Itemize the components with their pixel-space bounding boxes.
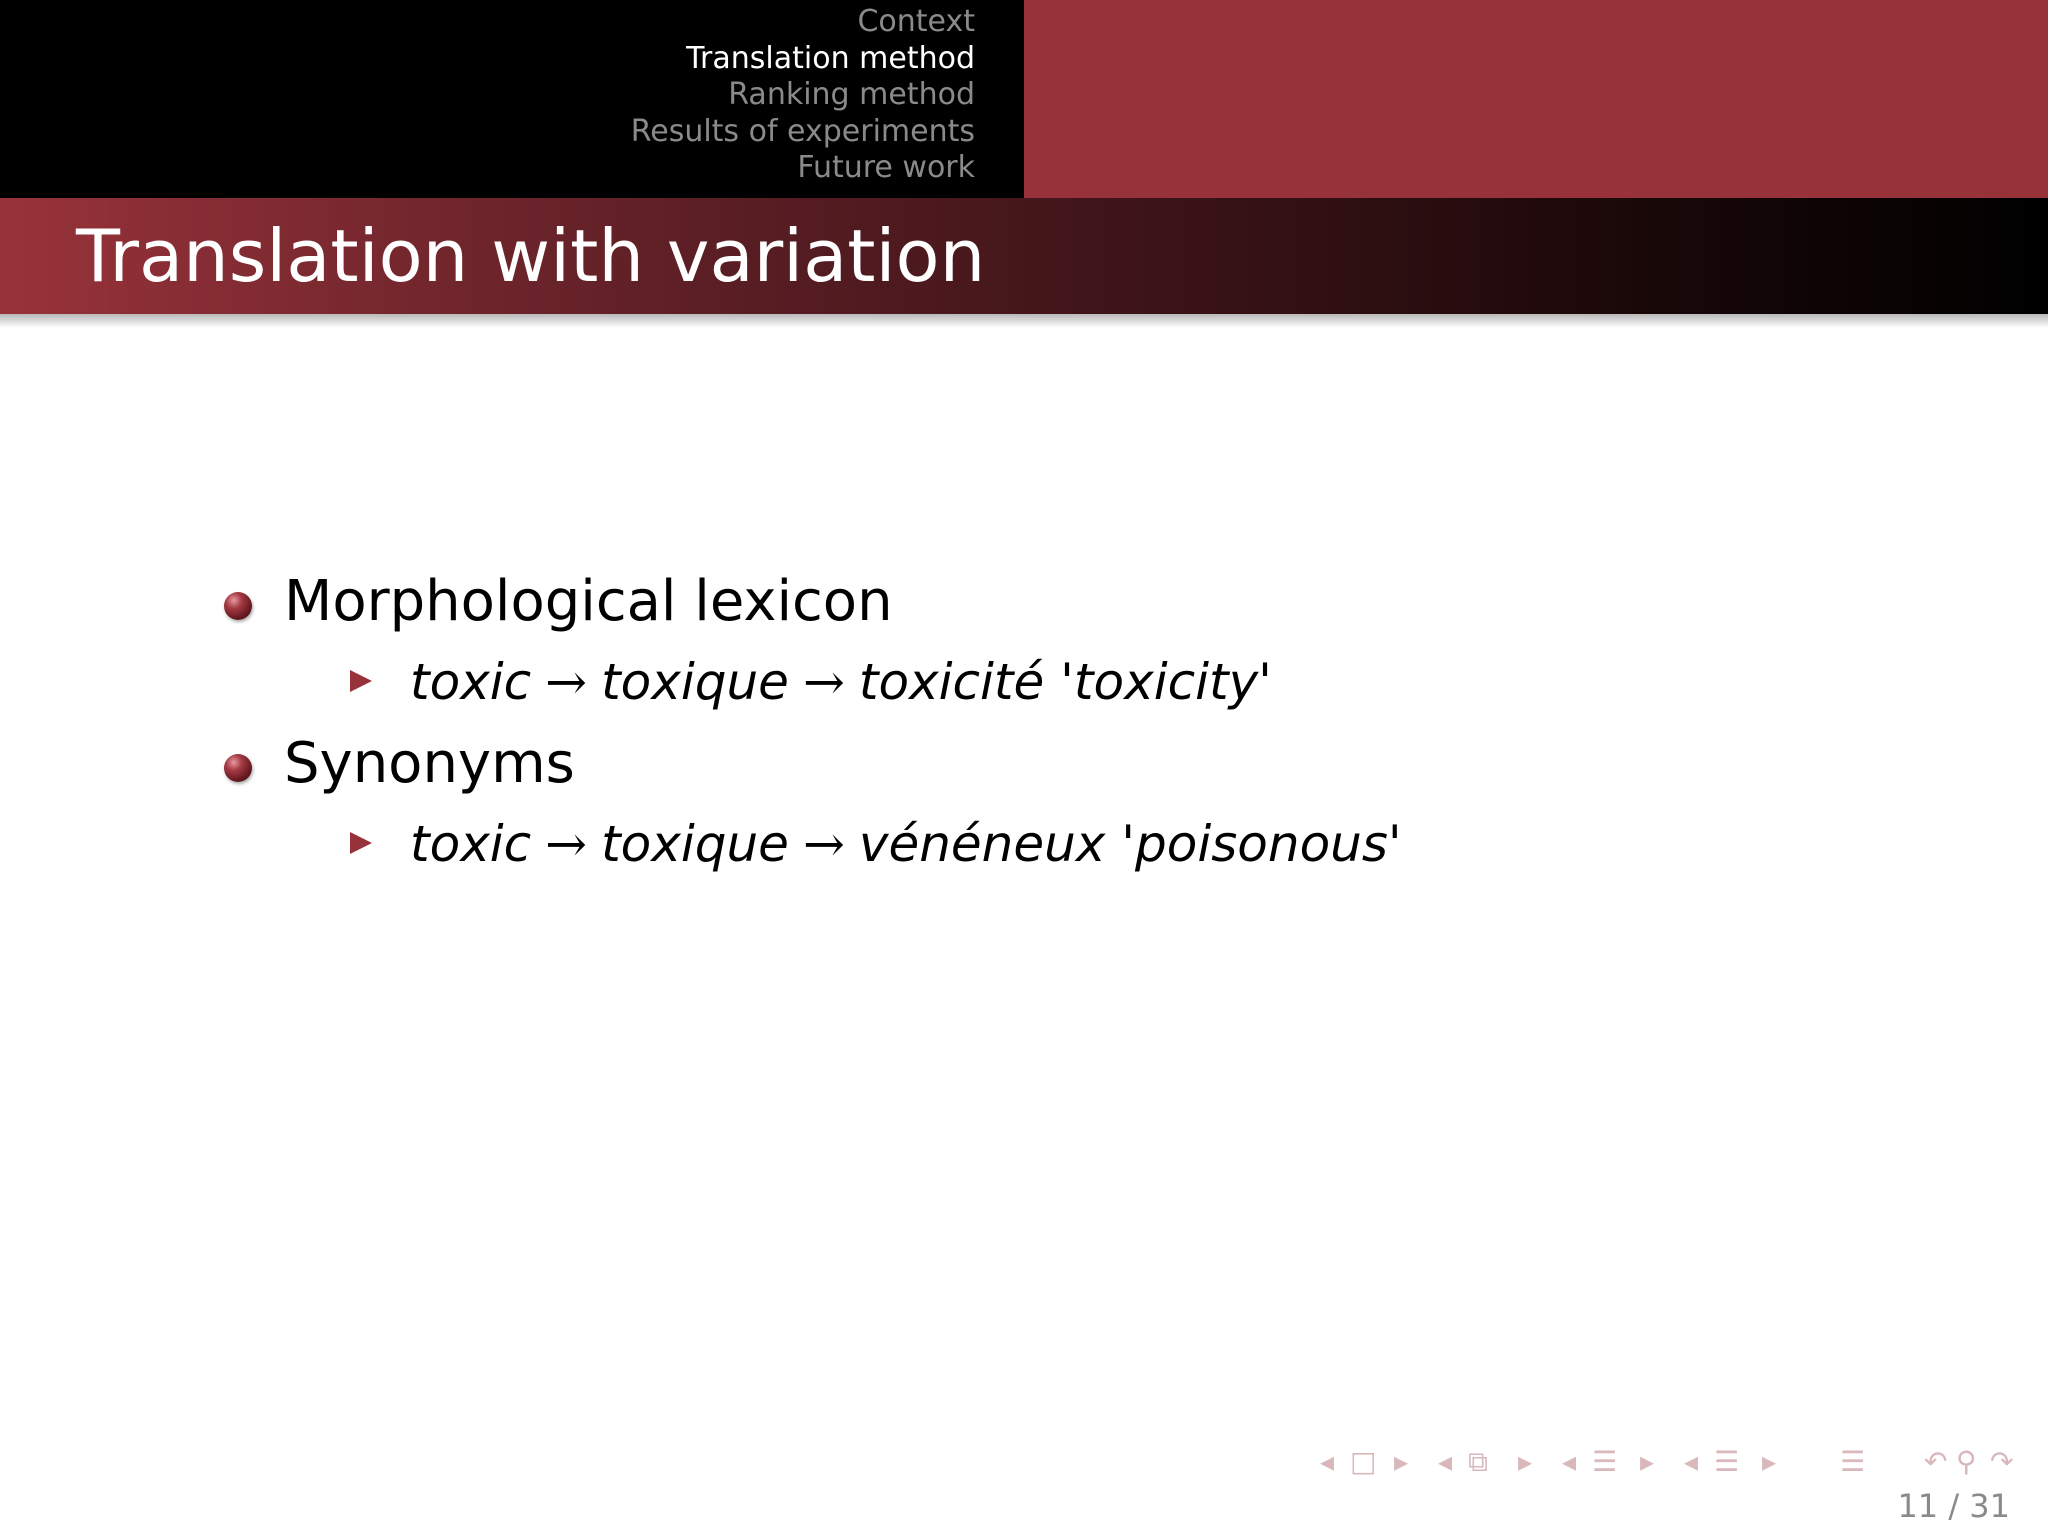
- document-prev-arrow-icon[interactable]: ◂: [1684, 1445, 1699, 1478]
- nav-section-translation-method[interactable]: Translation method: [686, 40, 975, 76]
- list-item: [220, 722, 1820, 804]
- sub-list-item: [220, 804, 1820, 884]
- subsection-nav-panel: [1024, 0, 2048, 198]
- section-icon[interactable]: ☰: [1592, 1445, 1618, 1478]
- word-translation: toxique: [601, 815, 789, 873]
- nav-section-ranking-method[interactable]: Ranking method: [728, 77, 975, 113]
- headline-bar: [0, 0, 2048, 198]
- list-item: [220, 560, 1820, 642]
- subsection-next-arrow-icon[interactable]: ▸: [1518, 1445, 1533, 1478]
- sub-item-text: [410, 804, 1402, 884]
- nav-section-context[interactable]: Context: [857, 4, 975, 39]
- right-arrow-icon: →: [545, 653, 588, 711]
- subsection-icon[interactable]: ⧉: [1468, 1445, 1488, 1478]
- frame-title-bar: [0, 198, 2048, 314]
- bullet-ball-icon: [224, 754, 252, 782]
- word-source: toxic: [410, 815, 532, 873]
- bullet-triangle-icon: [350, 832, 372, 854]
- frame-title: Translation with variation: [76, 214, 986, 298]
- outline-icon[interactable]: ☰: [1840, 1445, 1866, 1478]
- frame-title-shadow: [0, 314, 2048, 328]
- item-label: Morphological lexicon: [284, 569, 893, 634]
- frame-next-arrow-icon[interactable]: ▸: [1394, 1445, 1409, 1478]
- bullet-ball-icon: [224, 592, 252, 620]
- word-translation: toxique: [601, 653, 789, 711]
- right-arrow-icon: →: [802, 815, 845, 873]
- section-next-arrow-icon[interactable]: ▸: [1640, 1445, 1655, 1478]
- subsection-prev-arrow-icon[interactable]: ◂: [1438, 1445, 1453, 1478]
- section-nav-list: [631, 4, 975, 187]
- navigation-symbols: [1310, 1442, 2030, 1482]
- redo-icon[interactable]: ↷: [1990, 1445, 2014, 1478]
- right-arrow-icon: →: [545, 815, 588, 873]
- sub-list-item: [220, 642, 1820, 722]
- nav-section-future-work[interactable]: Future work: [797, 150, 975, 186]
- bullet-triangle-icon: [350, 670, 372, 692]
- word-source: toxic: [410, 653, 532, 711]
- right-arrow-icon: →: [802, 653, 845, 711]
- undo-icon[interactable]: ↶: [1924, 1445, 1948, 1478]
- document-icon[interactable]: ☰: [1714, 1445, 1740, 1478]
- document-next-arrow-icon[interactable]: ▸: [1762, 1445, 1777, 1478]
- section-nav-panel: [0, 0, 1024, 198]
- page-number: 11 / 31: [1897, 1487, 2010, 1525]
- frame-icon[interactable]: □: [1350, 1445, 1377, 1478]
- slide-content: [220, 560, 1820, 884]
- frame-prev-arrow-icon[interactable]: ◂: [1320, 1445, 1335, 1478]
- word-variant: vénéneux 'poisonous': [858, 815, 1402, 873]
- section-prev-arrow-icon[interactable]: ◂: [1562, 1445, 1577, 1478]
- word-variant: toxicité 'toxicity': [858, 653, 1272, 711]
- sub-item-text: [410, 642, 1272, 722]
- item-label: Synonyms: [284, 731, 575, 796]
- nav-section-results-of-experiments[interactable]: Results of experiments: [630, 113, 975, 149]
- search-icon[interactable]: ⚲: [1956, 1445, 1977, 1478]
